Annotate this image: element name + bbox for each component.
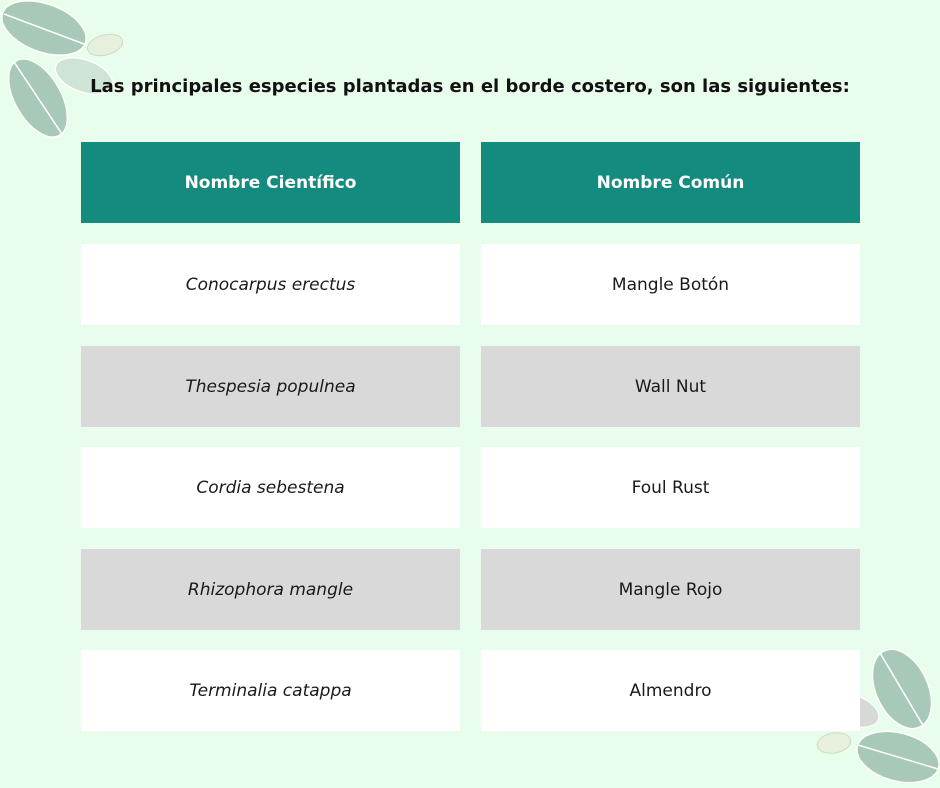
table-cell-common: Almendro (481, 650, 860, 731)
table-cell-scientific: Rhizophora mangle (81, 549, 460, 630)
table-cell-common: Wall Nut (481, 346, 860, 427)
table-cell-scientific: Terminalia catappa (81, 650, 460, 731)
column-header-common: Nombre Común (481, 142, 860, 223)
leaf-cluster-icon (0, 0, 130, 145)
page-title: Las principales especies plantadas en el borde costero, son las siguientes: (90, 76, 850, 97)
table-cell-common: Mangle Rojo (481, 549, 860, 630)
table-cell-scientific: Conocarpus erectus (81, 244, 460, 325)
column-header-scientific: Nombre Científico (81, 142, 460, 223)
table-cell-scientific: Thespesia populnea (81, 346, 460, 427)
table-cell-common: Mangle Botón (481, 244, 860, 325)
table-cell-scientific: Cordia sebestena (81, 447, 460, 528)
table-cell-common: Foul Rust (481, 447, 860, 528)
